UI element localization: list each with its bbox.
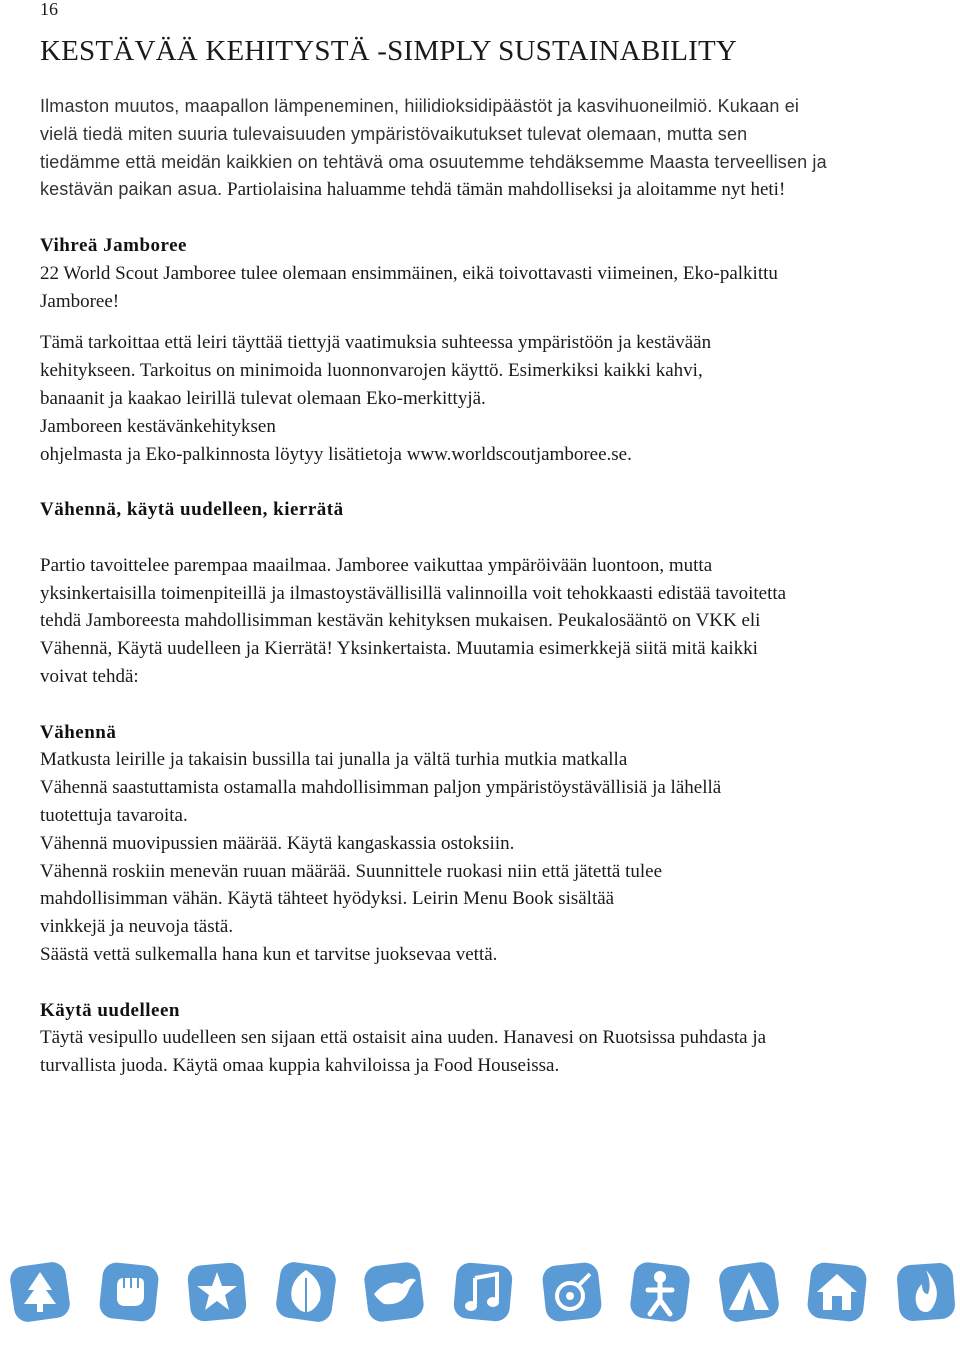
green-jamboree-paragraph-1: 22 World Scout Jamboree tulee olemaan ensimmäinen, eikä toivottavasti viimeinen, Eko-palkittu Jamboree! bbox=[40, 262, 778, 312]
figure-icon bbox=[628, 1260, 692, 1324]
reduce-item: Vähennä saastuttamista ostamalla mahdollisimman paljon ympäristöystävällisiä ja lähellä tuotettuja tavaroita. bbox=[40, 777, 722, 826]
reduce-item: Vähennä roskiin menevän ruuan määrää. Suunnittele ruokasi niin että jätettä tulee mahdollisimman vähän. Käytä tähteet hyödyksi. Leirin Menu Book sisältää vinkkejä ja neuvoja tästä. bbox=[40, 860, 663, 938]
tree-icon bbox=[8, 1260, 72, 1324]
reduce-item: Säästä vettä sulkemalla hana kun et tarvitse juoksevaa vettä. bbox=[40, 943, 498, 965]
dove-icon bbox=[362, 1260, 426, 1324]
intro-text-sans: Ilmaston muutos, maapallon lämpeneminen, hiilidioksidipäästöt ja kasvihuoneilmiö. Kukaan ei vielä tiedä miten suuria tulevaisuuden ympäristövaikutukset tulevat olemaan, mutta sen tiedämme että meidän kaikkien on tehtävä oma osuutemme tehdäksemme Maasta terveellisen ja kestävän paikan asua. bbox=[40, 96, 827, 200]
heading-reduce: Vähennä bbox=[40, 721, 117, 743]
intro-text-serif: Partiolaisina haluamme tehdä tämän mahdolliseksi ja aloitamme nyt heti! bbox=[222, 179, 786, 201]
music-icon bbox=[451, 1260, 515, 1324]
reduce-reuse-recycle-paragraph: Partio tavoittelee parempaa maailmaa. Jamboree vaikuttaa ympäröivään luontoon, mutta yksinkertaisilla toimenpiteillä ja ilmastoystävällisillä valinnoilla voit tehokkaasti edistää tavoitetta tehdä Jamboreesta mahdollisimman kestävän kehityksen mukaisen. Peukalosääntö on VKK eli Vähennä, Käytä uudelleen ja Kierrätä! Yksinkertaista. Muutamia esimerkkejä siitä mitä kaikki voivat tehdä: bbox=[40, 554, 787, 687]
tent-icon bbox=[717, 1260, 781, 1324]
compass-icon bbox=[540, 1260, 604, 1324]
flame-icon bbox=[894, 1260, 958, 1324]
heading-green-jamboree: Vihreä Jamboree bbox=[40, 234, 187, 256]
article-body bbox=[40, 93, 920, 1080]
green-jamboree-paragraph-2: Tämä tarkoittaa että leiri täyttää tiettyjä vaatimuksia suhteessa ympäristöön ja kestävään kehitykseen. Tarkoitus on minimoida luonnonvarojen käyttö. Esimerkiksi kaikki kahvi, banaanit ja kaakao leirillä tulevat olemaan Eko-merkittyjä. Jamboreen kestävänkehityksen ohjelmasta ja Eko-palkinnosta löytyy lisätietoja www.worldscoutjamboree.se. bbox=[40, 332, 712, 465]
reduce-item: Vähennä muovipussien määrää. Käytä kangaskassia ostoksiin. bbox=[40, 832, 515, 854]
heading-reuse: Käytä uudelleen bbox=[40, 999, 180, 1021]
intro-paragraph bbox=[40, 93, 920, 204]
reuse-paragraph: Täytä vesipullo uudelleen sen sijaan että ostaisit aina uuden. Hanavesi on Ruotsissa puhdasta ja turvallista juoda. Käytä omaa kuppia kahviloissa ja Food Houseissa. bbox=[40, 1027, 767, 1077]
page-number: 16 bbox=[40, 0, 58, 19]
footer-icon-row bbox=[0, 1246, 960, 1352]
star-icon bbox=[185, 1260, 249, 1324]
fist-icon bbox=[97, 1260, 161, 1324]
house-icon bbox=[805, 1260, 869, 1324]
page-title: KESTÄVÄÄ KEHITYSTÄ -SIMPLY SUSTAINABILITY bbox=[40, 35, 738, 67]
reduce-item: Matkusta leirille ja takaisin bussilla tai junalla ja vältä turhia mutkia matkalla bbox=[40, 749, 628, 771]
leaf-icon bbox=[274, 1260, 338, 1324]
heading-reduce-reuse-recycle: Vähennä, käytä uudelleen, kierrätä bbox=[40, 499, 344, 521]
